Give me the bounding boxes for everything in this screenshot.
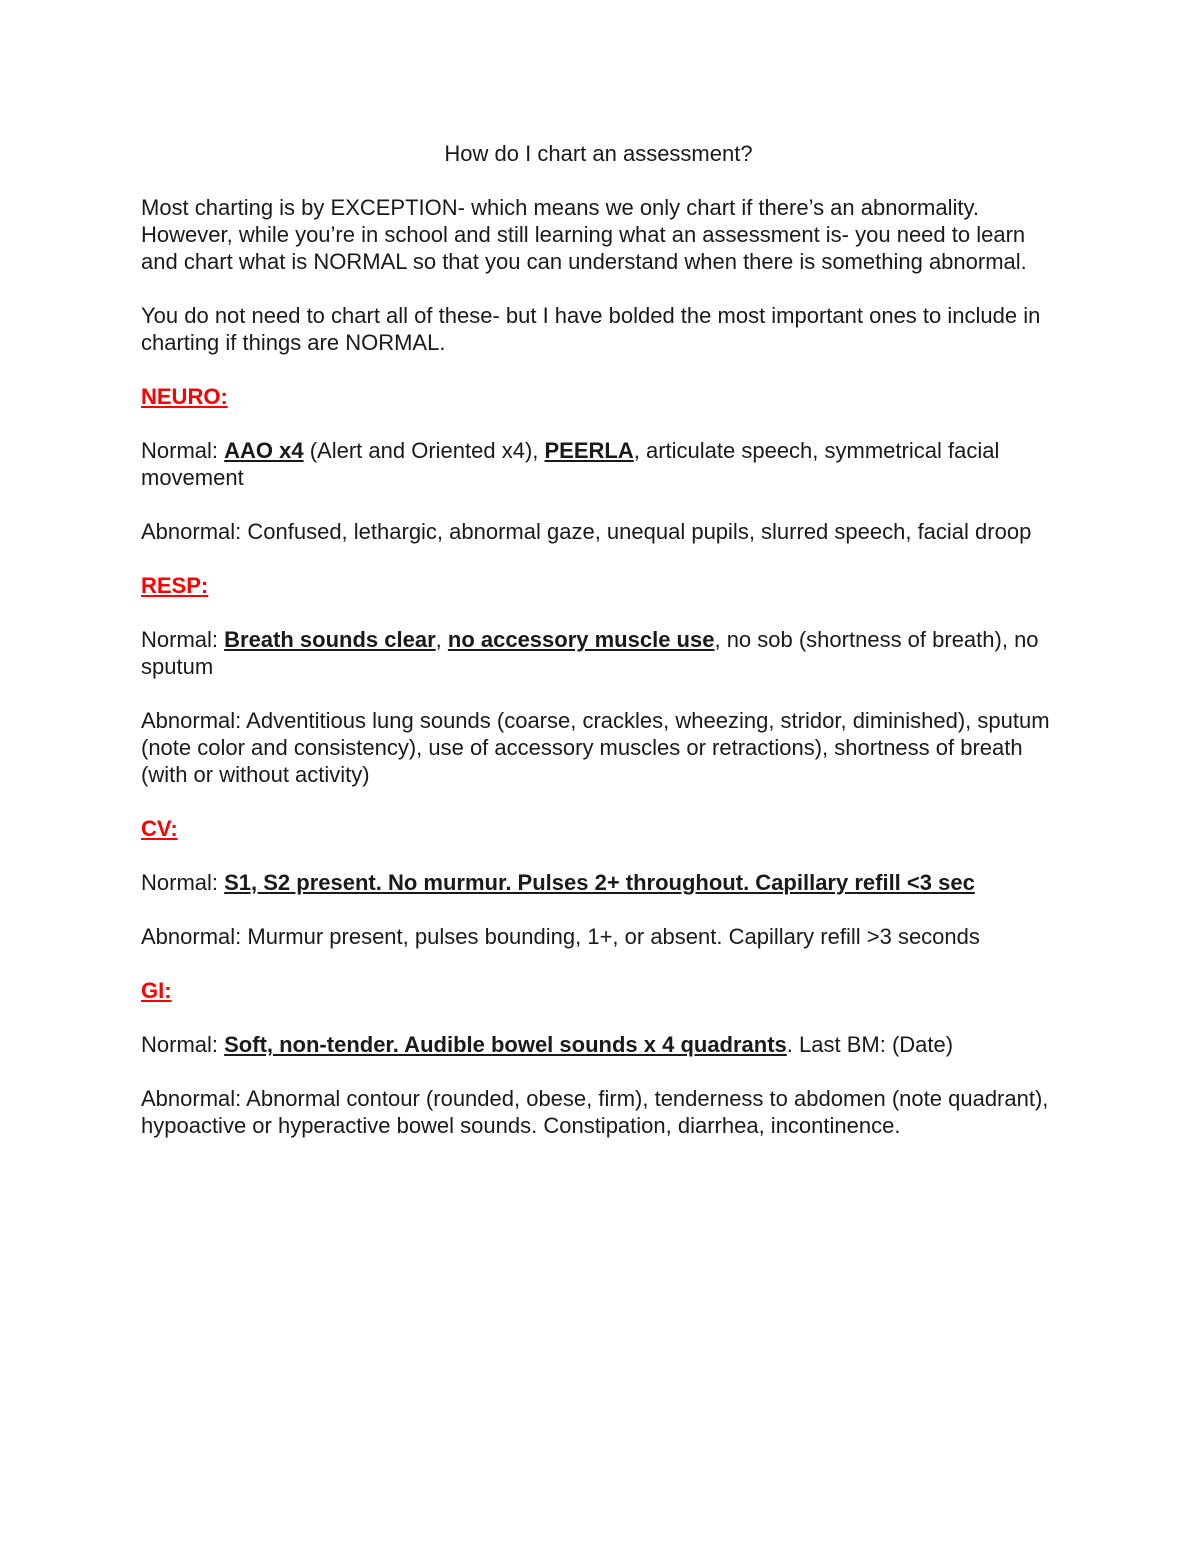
cv-normal-label: Normal: [141, 870, 225, 895]
section-heading-cv: CV: [141, 816, 178, 841]
section-heading-neuro: NEURO: [141, 384, 228, 409]
neuro-normal-tail: , articulate speech, symmetrical facial [633, 438, 1000, 463]
gi-normal [141, 1031, 1061, 1058]
section-heading-resp: RESP: [141, 573, 209, 598]
cv-abnormal: Abnormal: Murmur present, pulses bounding, 1+, or absent. Capillary refill >3 seconds [141, 924, 980, 949]
cv-normal [141, 869, 1061, 896]
intro-paragraph-2: You do not need to chart all of these- but I have bolded the most important ones to include in charting if things are NORMAL. [141, 303, 1041, 355]
gi-normal-key: Soft, non-tender. Audible bowel sounds x 4 quadrants [224, 1032, 787, 1057]
resp-normal-label: Normal: [141, 627, 225, 652]
cv-normal-key: S1, S2 present. No murmur. Pulses 2+ throughout. Capillary refill <3 sec [224, 870, 975, 895]
neuro-abnormal: Abnormal: Confused, lethargic, abnormal gaze, unequal pupils, slurred speech, facial droop [141, 519, 1032, 544]
neuro-normal-mid: (Alert and Oriented x4), [303, 438, 545, 463]
resp-normal-key-breath: Breath sounds clear [224, 627, 436, 652]
section-heading-gi: GI: [141, 978, 172, 1003]
document-title: How do I chart an assessment? [444, 141, 753, 166]
neuro-normal-key-peerla: PEERLA [544, 438, 634, 463]
resp-normal-key-accessory: no accessory muscle use [447, 627, 715, 652]
document-page [141, 140, 1061, 1166]
resp-normal-sep: , [435, 627, 448, 652]
gi-normal-label: Normal: [141, 1032, 225, 1057]
resp-normal-tail: , no sob (shortness of breath), no sputum [141, 627, 1039, 679]
neuro-normal [141, 437, 1061, 491]
gi-normal-tail: . Last BM: (Date) [786, 1032, 954, 1057]
gi-abnormal: Abnormal: Abnormal contour (rounded, obese, firm), tenderness to abdomen (note quadrant), hypoactive or hyperactive bowel sounds. Constipation, diarrhea, incontinence. [141, 1086, 1049, 1138]
neuro-normal-key-aao: AAO x4 [224, 438, 304, 463]
resp-normal [141, 626, 1061, 680]
neuro-normal-label: Normal: [141, 438, 225, 463]
neuro-normal-tail-movement: movement [141, 465, 244, 490]
intro-paragraph-1: Most charting is by EXCEPTION- which means we only chart if there’s an abnormality. However, while you’re in school and still learning what an assessment is- you need to learn and chart what is NORMAL so that you can understand when there is something abnormal. [141, 195, 1027, 274]
resp-abnormal: Abnormal: Adventitious lung sounds (coarse, crackles, wheezing, stridor, diminished), sputum (note color and consistency), use of accessory muscles or retractions), shortness of breath (with or without activity) [141, 708, 1050, 787]
